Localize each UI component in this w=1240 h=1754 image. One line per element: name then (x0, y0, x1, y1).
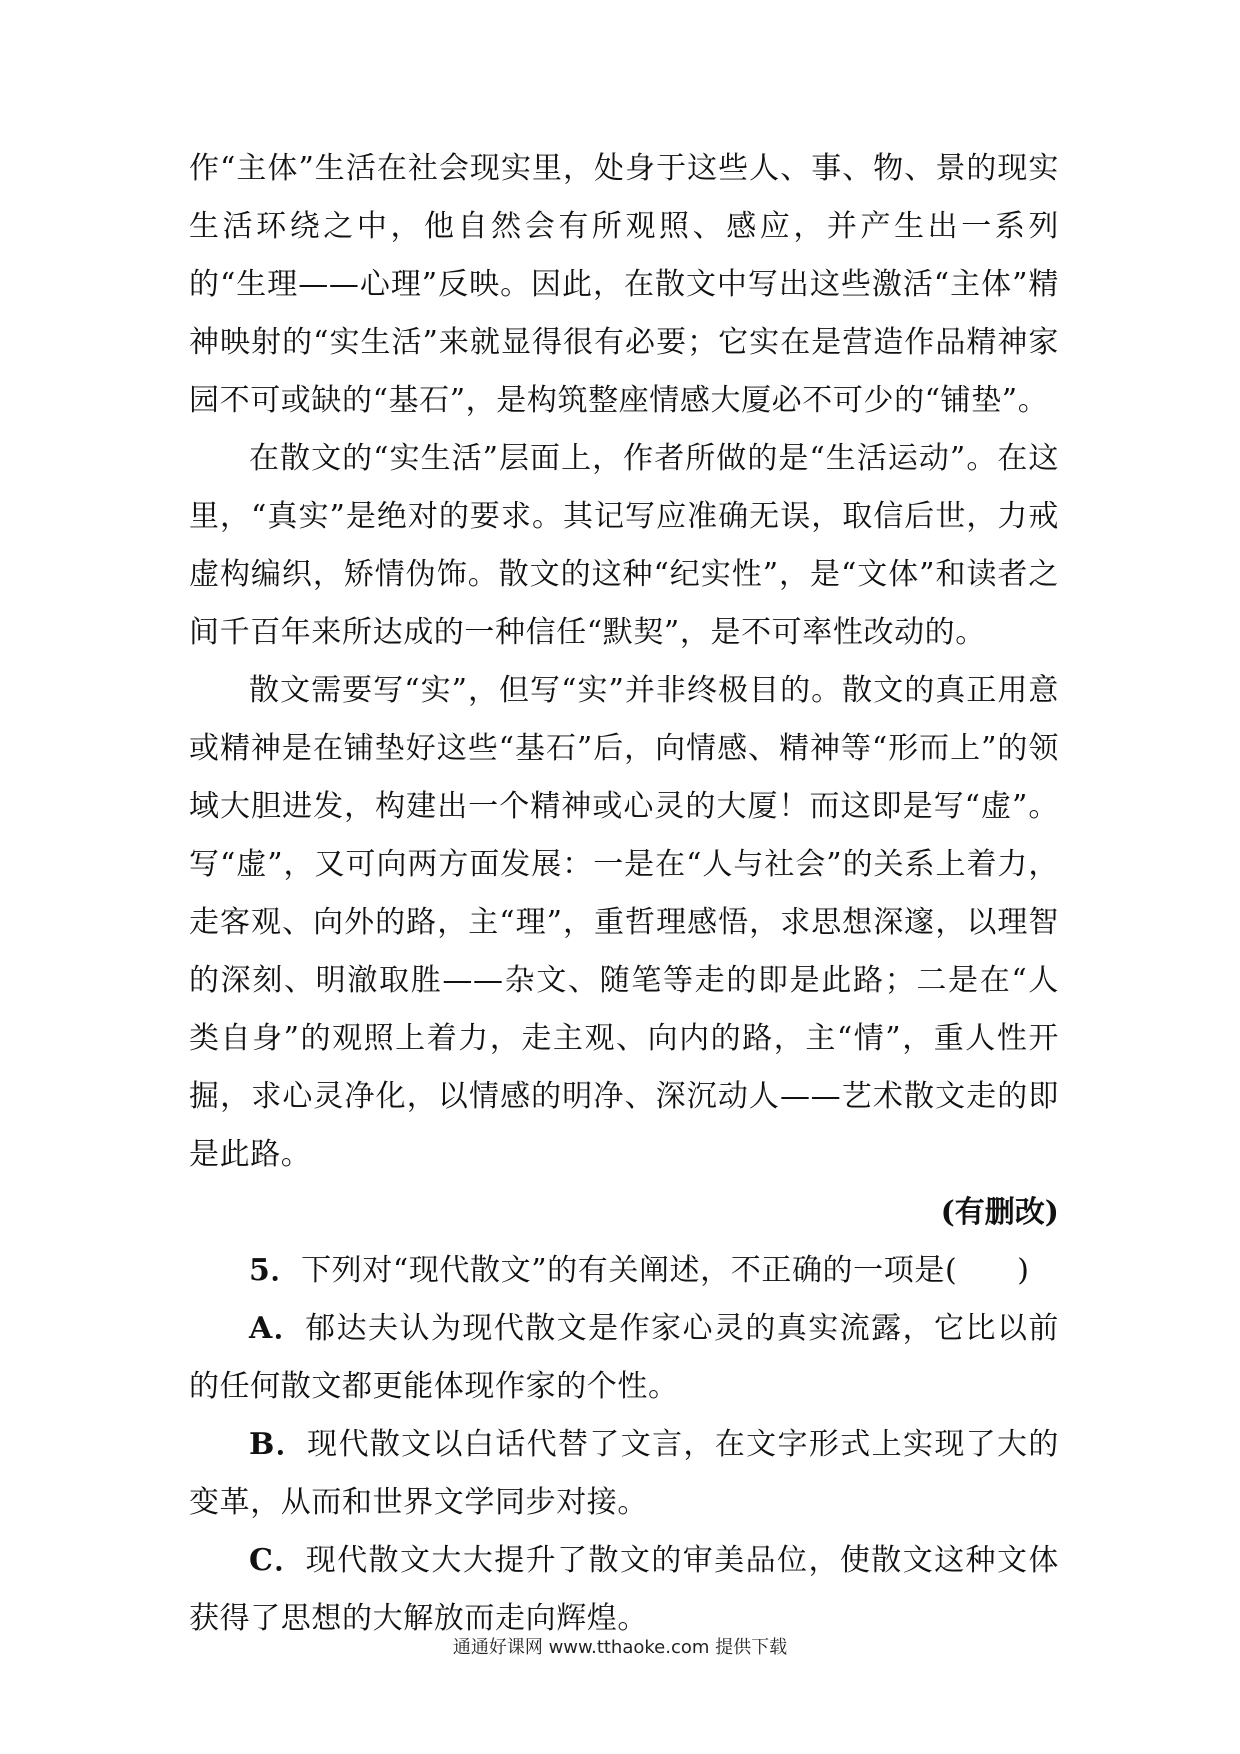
source-note: (有删改) (940, 1195, 1059, 1230)
question-5 (189, 1242, 1059, 1300)
question-close-paren: ) (1017, 1253, 1030, 1288)
option-c-text: 现代散文大大提升了散文的审美品位，使散文这种文体获得了思想的大解放而走向辉煌。 (189, 1543, 1059, 1636)
option-c-label: C． (249, 1543, 306, 1578)
option-a-label: A． (249, 1311, 306, 1346)
question-number: 5． (249, 1253, 302, 1288)
option-a-text: 郁达夫认为现代散文是作家心灵的真实流露，它比以前的任何散文都更能体现作家的个性。 (189, 1311, 1059, 1404)
option-b-text: 现代散文以白话代替了文言，在文字形式上实现了大的变革，从而和世界文学同步对接。 (189, 1427, 1060, 1520)
option-b-label: B． (249, 1427, 308, 1462)
question-text: 下列对“现代散文”的有关阐述，不正确的一项是( (301, 1253, 958, 1288)
option-c (189, 1532, 1059, 1648)
page-footer: 通通好课网 www.tthaoke.com 提供下载 (452, 1637, 788, 1658)
option-b (189, 1416, 1059, 1532)
document-body (189, 140, 1059, 1648)
option-a (189, 1300, 1059, 1416)
paragraph-3: 散文需要写“实”，但写“实”并非终极目的。散文的真正用意或精神是在铺垫好这些“基石”后，向情感、精神等“形而上”的领域大胆进发，构建出一个精神或心灵的大厦！而这即是写“虚”。写“虚”，又可向两方面发展：一是在“人与社会”的关系上着力，走客观、向外的路，主“理”，重哲理感悟，求思想深邃，以理智的深刻、明澈取胜——杂文、随笔等走的即是此路；二是在“人类自身”的观照上着力，走主观、向内的路，主“情”，重人性开掘，求心灵净化，以情感的明净、深沉动人——艺术散文走的即是此路。 (189, 673, 1059, 1172)
paragraph-1: 作“主体”生活在社会现实里，处身于这些人、事、物、景的现实生活环绕之中，他自然会有所观照、感应，并产生出一系列的“生理——心理”反映。因此，在散文中写出这些激活“主体”精神映射的“实生活”来就显得很有必要；它实在是营造作品精神家园不可或缺的“基石”，是构筑整座情感大厦必不可少的“铺垫”。 (189, 151, 1059, 418)
paragraph-2: 在散文的“实生活”层面上，作者所做的是“生活运动”。在这里，“真实”是绝对的要求。其记写应准确无误，取信后世，力戒虚构编织，矫情伪饰。散文的这种“纪实性”，是“文体”和读者之间千百年来所达成的一种信任“默契”，是不可率性改动的。 (189, 441, 1059, 650)
